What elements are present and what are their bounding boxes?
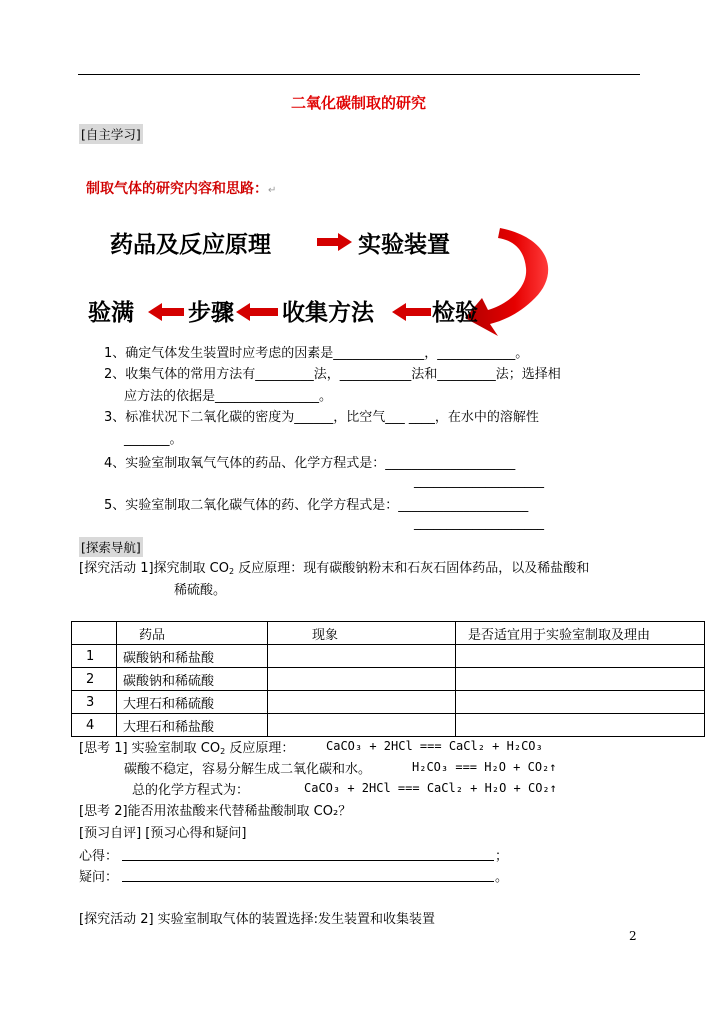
flow-step-apparatus: 实验装置 (358, 232, 450, 258)
table-row (72, 668, 705, 691)
flow-arrow-left-1 (392, 303, 431, 321)
question-3: 3、标准状况下二氧化碳的密度为______，比空气___ ____，在水中的溶解性 (104, 410, 539, 425)
table-cell (456, 645, 705, 668)
header-rule (78, 74, 640, 75)
flow-step-reagents: 药品及反应原理 (110, 232, 271, 258)
think-1-heading (79, 737, 294, 756)
think-1-label: [思考 1] 实验室制取 CO (79, 741, 221, 756)
activity-1-desc: 反应原理：现有碳酸钠粉末和石灰石固体药品，以及稀盐酸和 (234, 561, 590, 576)
activity-1-label: [探究活动 1]探究制取 CO (79, 561, 229, 576)
question-2-cont: 应方法的依据是________________。 (124, 389, 333, 404)
table-cell (456, 668, 705, 691)
table-row (72, 714, 705, 737)
flow-arrow-left-2 (236, 303, 278, 321)
question-2: 2、收集气体的常用方法有_________法，___________法和_________法；选择相 (104, 367, 561, 382)
table-cell (268, 691, 456, 714)
table-cell: 碳酸钠和稀硫酸 (117, 668, 268, 691)
table-header-cell: 现象 (268, 622, 456, 645)
research-heading-text: 制取气体的研究内容和思路： (86, 181, 268, 197)
think-1-sub: 2 (220, 747, 226, 756)
flow-step-procedure: 步骤 (188, 300, 234, 326)
question-4-cont: ____________________ (414, 474, 544, 489)
yiwen-end: 。 (495, 870, 509, 885)
section-tag-self-study: [自主学习] (79, 124, 143, 144)
think-1-line-3: 总的化学方程式为： (132, 783, 250, 798)
table-cell: 碳酸钠和稀盐酸 (117, 645, 268, 668)
table-row (72, 645, 705, 668)
question-5: 5、实验室制取二氧化碳气体的药、化学方程式是：____________________ (104, 498, 529, 513)
activity-2-heading: [探究活动 2] 实验室制取气体的装置选择:发生装置和收集装置 (79, 912, 436, 927)
think-1-line-2: 碳酸不稳定，容易分解生成二氧化碳和水。 (124, 762, 372, 777)
table-header-row (72, 622, 705, 645)
reagent-table (71, 621, 705, 737)
table-header-cell: 是否适宜用于实验室制取及理由 (456, 622, 705, 645)
think-2: [思考 2]能否用浓盐酸来代替稀盐酸制取 CO₂？ (79, 804, 352, 819)
equation-2: H₂CO₃ === H₂O + CO₂↑ (412, 760, 557, 774)
flow-arrow-right (317, 233, 352, 251)
table-cell: 大理石和稀硫酸 (117, 691, 268, 714)
table-cell (268, 668, 456, 691)
equation-1: CaCO₃ + 2HCl === CaCl₂ + H₂CO₃ (326, 739, 543, 753)
flow-arrow-left-3 (148, 303, 184, 321)
flow-step-check-full: 验满 (88, 300, 134, 326)
yiwen-answer-line[interactable] (122, 881, 494, 882)
xinde-label: 心得： (79, 849, 119, 864)
equation-3: CaCO₃ + 2HCl === CaCl₂ + H₂O + CO₂↑ (304, 781, 557, 795)
table-cell (268, 714, 456, 737)
table-header-cell: 药品 (117, 622, 268, 645)
table-row (72, 691, 705, 714)
activity-1-desc-cont: 稀硫酸。 (174, 583, 227, 598)
page-title: 二氧化碳制取的研究 (290, 94, 426, 112)
table-header-cell (72, 622, 117, 645)
flow-step-collection: 收集方法 (282, 300, 374, 326)
table-cell: 大理石和稀盐酸 (117, 714, 268, 737)
question-1: 1、确定气体发生装置时应考虑的因素是______________，____________。 (104, 346, 529, 361)
question-5-cont: ____________________ (414, 516, 544, 531)
question-4: 4、实验室制取氧气气体的药品、化学方程式是：____________________ (104, 456, 516, 471)
research-heading (86, 178, 276, 198)
preview-heading: [预习自评] [预习心得和疑问] (79, 826, 247, 841)
table-cell (456, 714, 705, 737)
section-tag-explore: [探索导航] (79, 537, 143, 557)
paragraph-mark-icon: ↵ (268, 185, 277, 196)
table-cell (268, 645, 456, 668)
table-cell: 2 (72, 668, 117, 691)
xinde-end: ； (495, 849, 509, 864)
page-number: 2 (629, 929, 637, 943)
think-1-tail: 反应原理： (225, 741, 295, 756)
table-cell: 3 (72, 691, 117, 714)
question-3-cont: _______。 (124, 432, 183, 447)
xinde-answer-line[interactable] (122, 860, 494, 861)
table-cell: 4 (72, 714, 117, 737)
yiwen-label: 疑问： (79, 870, 119, 885)
flow-step-test: 检验 (432, 300, 478, 326)
activity-1-heading (79, 557, 589, 576)
table-cell: 1 (72, 645, 117, 668)
activity-1-sub: 2 (229, 567, 235, 576)
table-cell (456, 691, 705, 714)
